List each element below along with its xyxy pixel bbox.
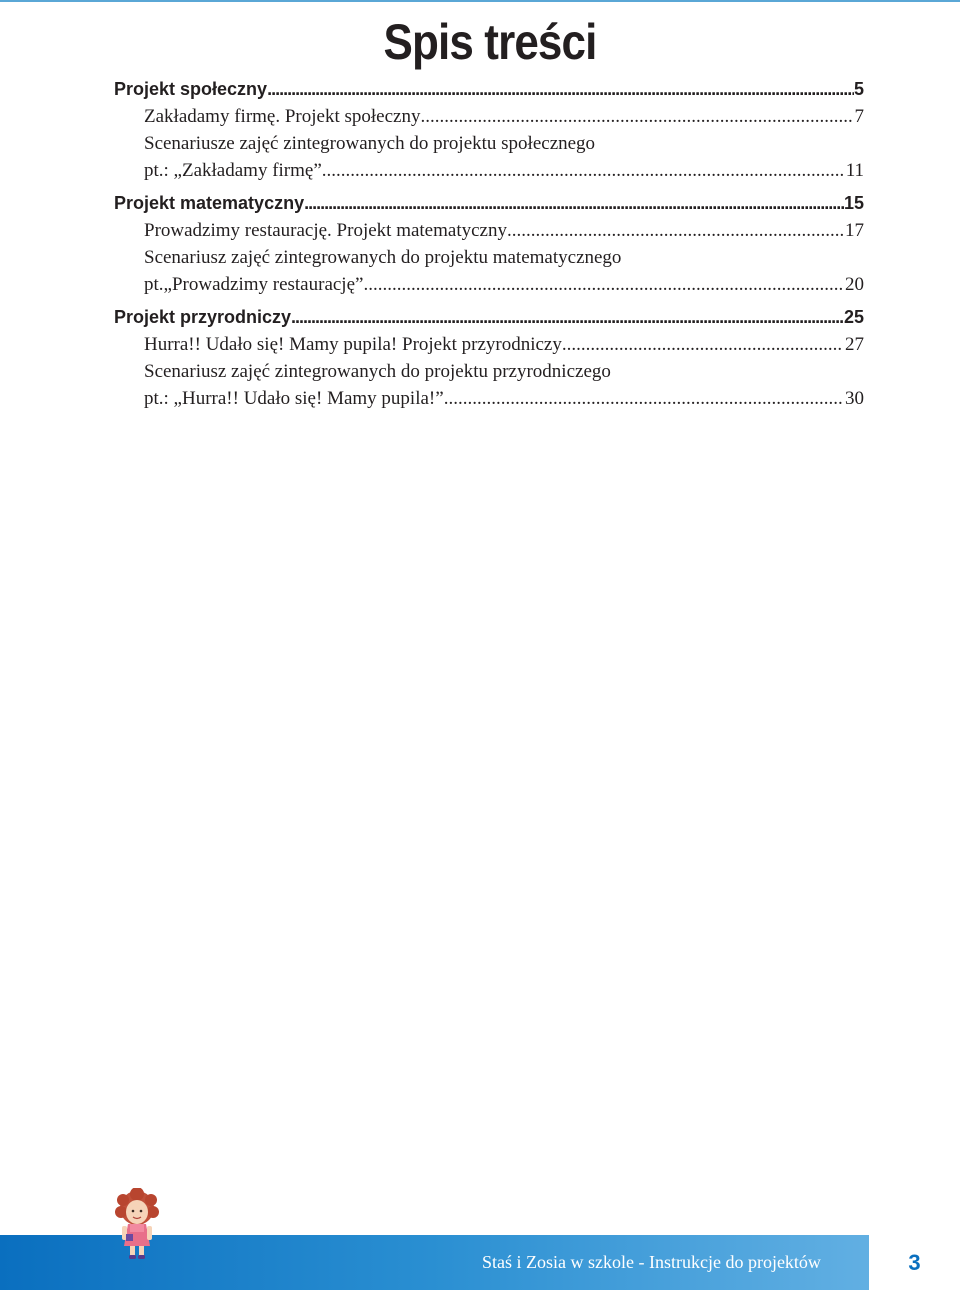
toc-entry-label: pt.: „Hurra!! Udało się! Mamy pupila!” (144, 388, 444, 409)
toc-section-label: Projekt społeczny (114, 79, 268, 99)
toc-section-przyrodniczy[interactable] (114, 304, 864, 331)
toc-entry-label: pt.: „Zakładamy firmę” (144, 160, 322, 181)
toc-section-matematyczny[interactable] (114, 190, 864, 217)
dot-leader (322, 157, 844, 184)
toc-entry-label: Hurra!! Udało się! Mamy pupila! Projekt przyrodniczy (144, 334, 562, 355)
toc-page-number: 17 (845, 220, 864, 241)
toc-page-number: 25 (843, 307, 864, 327)
page-title: Spis treści (383, 14, 597, 70)
dot-leader (562, 331, 843, 358)
toc-entry[interactable] (114, 157, 864, 184)
dot-leader (304, 190, 844, 217)
toc-entry-line1[interactable]: Scenariusze zajęć zintegrowanych do projektu społecznego (144, 133, 596, 154)
toc-entry-label: Zakładamy firmę. Projekt społeczny (144, 106, 421, 127)
toc-page-number: 27 (845, 334, 864, 355)
toc-page-number: 7 (854, 106, 864, 127)
dot-leader (444, 385, 843, 412)
dot-leader (420, 103, 852, 130)
toc-entry-label: Prowadzimy restaurację. Projekt matematyczny (144, 220, 507, 241)
table-of-contents (114, 76, 864, 412)
girl-mascot-icon (110, 1188, 164, 1260)
toc-section-spoleczny[interactable] (114, 76, 864, 103)
toc-entry-label: pt.„Prowadzimy restaurację” (144, 274, 364, 295)
toc-entry[interactable] (114, 103, 864, 130)
toc-section-label: Projekt matematyczny (114, 193, 305, 213)
page-number: 3 (908, 1250, 921, 1275)
toc-page-number: 30 (845, 388, 864, 409)
dot-leader (363, 271, 843, 298)
dot-leader (507, 217, 843, 244)
toc-entry[interactable] (114, 217, 864, 244)
dot-leader (291, 304, 844, 331)
toc-section-label: Projekt przyrodniczy (114, 307, 292, 327)
toc-entry[interactable] (114, 331, 864, 358)
dot-leader (267, 76, 854, 103)
toc-page-number: 5 (853, 79, 864, 99)
footer-title: Staś i Zosia w szkole - Instrukcje do projektów (482, 1252, 821, 1272)
toc-page-number: 20 (845, 274, 864, 295)
top-rule (0, 0, 960, 2)
toc-entry[interactable] (114, 271, 864, 298)
toc-entry[interactable] (114, 385, 864, 412)
toc-entry-line1[interactable]: Scenariusz zajęć zintegrowanych do projektu matematycznego (144, 247, 622, 268)
toc-page-number: 11 (845, 160, 864, 181)
toc-entry-line1[interactable]: Scenariusz zajęć zintegrowanych do projektu przyrodniczego (144, 361, 611, 382)
toc-page-number: 15 (843, 193, 864, 213)
